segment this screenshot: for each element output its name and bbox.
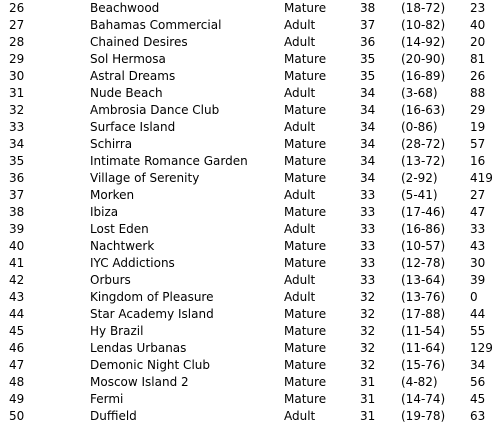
region-name-cell: Chained Desires bbox=[90, 35, 188, 49]
range-cell: (11-64) bbox=[401, 341, 446, 355]
maturity-rating-cell: Mature bbox=[284, 324, 327, 338]
maturity-rating-cell: Adult bbox=[284, 188, 316, 202]
count-cell: 44 bbox=[470, 307, 486, 321]
rank-cell: 39 bbox=[9, 222, 25, 236]
maturity-rating-cell: Mature bbox=[284, 358, 327, 372]
maturity-rating-cell: Mature bbox=[284, 171, 327, 185]
range-cell: (20-90) bbox=[401, 52, 446, 66]
range-cell: (17-46) bbox=[401, 205, 446, 219]
region-name-cell: Surface Island bbox=[90, 120, 176, 134]
range-cell: (0-86) bbox=[401, 120, 438, 134]
count-cell: 88 bbox=[470, 86, 486, 100]
rank-cell: 29 bbox=[9, 52, 25, 66]
rank-cell: 36 bbox=[9, 171, 25, 185]
range-cell: (13-64) bbox=[401, 273, 446, 287]
maturity-rating-cell: Mature bbox=[284, 256, 327, 270]
maturity-rating-cell: Adult bbox=[284, 120, 316, 134]
table-row bbox=[0, 68, 500, 85]
range-cell: (10-57) bbox=[401, 239, 446, 253]
table-row bbox=[0, 187, 500, 204]
rank-cell: 49 bbox=[9, 392, 25, 406]
rank-cell: 30 bbox=[9, 69, 25, 83]
region-name-cell: Star Academy Island bbox=[90, 307, 214, 321]
maturity-rating-cell: Mature bbox=[284, 1, 327, 15]
score-cell: 34 bbox=[360, 154, 376, 168]
count-cell: 39 bbox=[470, 273, 486, 287]
table-row bbox=[0, 289, 500, 306]
range-cell: (16-89) bbox=[401, 69, 446, 83]
rank-cell: 44 bbox=[9, 307, 25, 321]
score-cell: 32 bbox=[360, 358, 376, 372]
rank-cell: 33 bbox=[9, 120, 25, 134]
count-cell: 56 bbox=[470, 375, 486, 389]
region-name-cell: Lost Eden bbox=[90, 222, 149, 236]
range-cell: (13-72) bbox=[401, 154, 446, 168]
count-cell: 23 bbox=[470, 1, 486, 15]
rank-cell: 48 bbox=[9, 375, 25, 389]
count-cell: 129 bbox=[470, 341, 493, 355]
table-row bbox=[0, 340, 500, 357]
region-name-cell: Astral Dreams bbox=[90, 69, 176, 83]
range-cell: (14-92) bbox=[401, 35, 446, 49]
table-row bbox=[0, 102, 500, 119]
range-cell: (4-82) bbox=[401, 375, 438, 389]
count-cell: 40 bbox=[470, 18, 486, 32]
region-name-cell: Intimate Romance Garden bbox=[90, 154, 248, 168]
count-cell: 81 bbox=[470, 52, 486, 66]
table-row bbox=[0, 221, 500, 238]
score-cell: 33 bbox=[360, 222, 376, 236]
count-cell: 45 bbox=[470, 392, 486, 406]
score-cell: 36 bbox=[360, 35, 376, 49]
score-cell: 31 bbox=[360, 375, 376, 389]
maturity-rating-cell: Mature bbox=[284, 307, 327, 321]
rank-cell: 31 bbox=[9, 86, 25, 100]
table-row bbox=[0, 272, 500, 289]
maturity-rating-cell: Mature bbox=[284, 137, 327, 151]
rank-cell: 46 bbox=[9, 341, 25, 355]
region-name-cell: Village of Serenity bbox=[90, 171, 200, 185]
range-cell: (17-88) bbox=[401, 307, 446, 321]
rank-cell: 37 bbox=[9, 188, 25, 202]
range-cell: (2-92) bbox=[401, 171, 438, 185]
region-name-cell: Kingdom of Pleasure bbox=[90, 290, 214, 304]
count-cell: 0 bbox=[470, 290, 478, 304]
region-name-cell: Moscow Island 2 bbox=[90, 375, 189, 389]
table-row bbox=[0, 136, 500, 153]
score-cell: 32 bbox=[360, 307, 376, 321]
score-cell: 33 bbox=[360, 205, 376, 219]
table-row bbox=[0, 374, 500, 391]
maturity-rating-cell: Adult bbox=[284, 273, 316, 287]
maturity-rating-cell: Mature bbox=[284, 52, 327, 66]
table-row bbox=[0, 34, 500, 51]
region-name-cell: Fermi bbox=[90, 392, 124, 406]
rank-cell: 41 bbox=[9, 256, 25, 270]
region-name-cell: Schirra bbox=[90, 137, 133, 151]
table-row bbox=[0, 323, 500, 340]
range-cell: (3-68) bbox=[401, 86, 438, 100]
region-name-cell: Duffield bbox=[90, 409, 137, 423]
score-cell: 31 bbox=[360, 409, 376, 423]
table-row bbox=[0, 306, 500, 323]
maturity-rating-cell: Adult bbox=[284, 409, 316, 423]
maturity-rating-cell: Mature bbox=[284, 154, 327, 168]
score-cell: 35 bbox=[360, 52, 376, 66]
region-name-cell: Bahamas Commercial bbox=[90, 18, 222, 32]
count-cell: 26 bbox=[470, 69, 486, 83]
score-cell: 34 bbox=[360, 103, 376, 117]
table-row bbox=[0, 204, 500, 221]
maturity-rating-cell: Mature bbox=[284, 69, 327, 83]
rank-cell: 50 bbox=[9, 409, 25, 423]
range-cell: (5-41) bbox=[401, 188, 438, 202]
region-name-cell: Ibiza bbox=[90, 205, 119, 219]
region-name-cell: IYC Addictions bbox=[90, 256, 175, 270]
range-cell: (14-74) bbox=[401, 392, 446, 406]
maturity-rating-cell: Mature bbox=[284, 103, 327, 117]
maturity-rating-cell: Mature bbox=[284, 375, 327, 389]
maturity-rating-cell: Adult bbox=[284, 86, 316, 100]
count-cell: 19 bbox=[470, 120, 486, 134]
score-cell: 34 bbox=[360, 137, 376, 151]
table-row bbox=[0, 170, 500, 187]
table-row bbox=[0, 255, 500, 272]
rank-cell: 47 bbox=[9, 358, 25, 372]
score-cell: 37 bbox=[360, 18, 376, 32]
score-cell: 33 bbox=[360, 256, 376, 270]
score-cell: 33 bbox=[360, 188, 376, 202]
range-cell: (15-76) bbox=[401, 358, 446, 372]
range-cell: (13-76) bbox=[401, 290, 446, 304]
region-name-cell: Orburs bbox=[90, 273, 131, 287]
range-cell: (10-82) bbox=[401, 18, 446, 32]
score-cell: 32 bbox=[360, 341, 376, 355]
count-cell: 63 bbox=[470, 409, 486, 423]
rank-cell: 27 bbox=[9, 18, 25, 32]
rank-cell: 38 bbox=[9, 205, 25, 219]
region-name-cell: Beachwood bbox=[90, 1, 160, 15]
table-row bbox=[0, 85, 500, 102]
maturity-rating-cell: Adult bbox=[284, 290, 316, 304]
count-cell: 34 bbox=[470, 358, 486, 372]
range-cell: (28-72) bbox=[401, 137, 446, 151]
table-row bbox=[0, 51, 500, 68]
range-cell: (16-63) bbox=[401, 103, 446, 117]
count-cell: 29 bbox=[470, 103, 486, 117]
count-cell: 57 bbox=[470, 137, 486, 151]
score-cell: 38 bbox=[360, 1, 376, 15]
count-cell: 27 bbox=[470, 188, 486, 202]
count-cell: 43 bbox=[470, 239, 486, 253]
count-cell: 30 bbox=[470, 256, 486, 270]
table-row bbox=[0, 357, 500, 374]
maturity-rating-cell: Adult bbox=[284, 35, 316, 49]
maturity-rating-cell: Mature bbox=[284, 341, 327, 355]
rank-cell: 34 bbox=[9, 137, 25, 151]
region-name-cell: Demonic Night Club bbox=[90, 358, 210, 372]
score-cell: 32 bbox=[360, 324, 376, 338]
range-cell: (18-72) bbox=[401, 1, 446, 15]
region-name-cell: Ambrosia Dance Club bbox=[90, 103, 220, 117]
count-cell: 55 bbox=[470, 324, 486, 338]
rank-cell: 40 bbox=[9, 239, 25, 253]
region-name-cell: Hy Brazil bbox=[90, 324, 144, 338]
range-cell: (16-86) bbox=[401, 222, 446, 236]
score-cell: 31 bbox=[360, 392, 376, 406]
range-cell: (12-78) bbox=[401, 256, 446, 270]
score-cell: 34 bbox=[360, 171, 376, 185]
rank-cell: 28 bbox=[9, 35, 25, 49]
table-row bbox=[0, 17, 500, 34]
score-cell: 33 bbox=[360, 273, 376, 287]
score-cell: 35 bbox=[360, 69, 376, 83]
table-row bbox=[0, 119, 500, 136]
table-row bbox=[0, 408, 500, 425]
rank-cell: 35 bbox=[9, 154, 25, 168]
count-cell: 419 bbox=[470, 171, 493, 185]
table-row bbox=[0, 0, 500, 17]
score-cell: 33 bbox=[360, 239, 376, 253]
rank-cell: 32 bbox=[9, 103, 25, 117]
count-cell: 16 bbox=[470, 154, 486, 168]
table-row bbox=[0, 391, 500, 408]
count-cell: 47 bbox=[470, 205, 486, 219]
table-row bbox=[0, 153, 500, 170]
score-cell: 34 bbox=[360, 120, 376, 134]
maturity-rating-cell: Adult bbox=[284, 222, 316, 236]
region-name-cell: Nachtwerk bbox=[90, 239, 155, 253]
maturity-rating-cell: Adult bbox=[284, 18, 316, 32]
score-cell: 32 bbox=[360, 290, 376, 304]
count-cell: 33 bbox=[470, 222, 486, 236]
count-cell: 20 bbox=[470, 35, 486, 49]
rank-cell: 42 bbox=[9, 273, 25, 287]
region-name-cell: Morken bbox=[90, 188, 135, 202]
range-cell: (11-54) bbox=[401, 324, 446, 338]
region-name-cell: Sol Hermosa bbox=[90, 52, 166, 66]
score-cell: 34 bbox=[360, 86, 376, 100]
maturity-rating-cell: Mature bbox=[284, 239, 327, 253]
region-name-cell: Lendas Urbanas bbox=[90, 341, 187, 355]
table-row bbox=[0, 238, 500, 255]
maturity-rating-cell: Mature bbox=[284, 392, 327, 406]
region-name-cell: Nude Beach bbox=[90, 86, 163, 100]
rank-cell: 26 bbox=[9, 1, 25, 15]
rank-cell: 43 bbox=[9, 290, 25, 304]
range-cell: (19-78) bbox=[401, 409, 446, 423]
maturity-rating-cell: Mature bbox=[284, 205, 327, 219]
rank-cell: 45 bbox=[9, 324, 25, 338]
